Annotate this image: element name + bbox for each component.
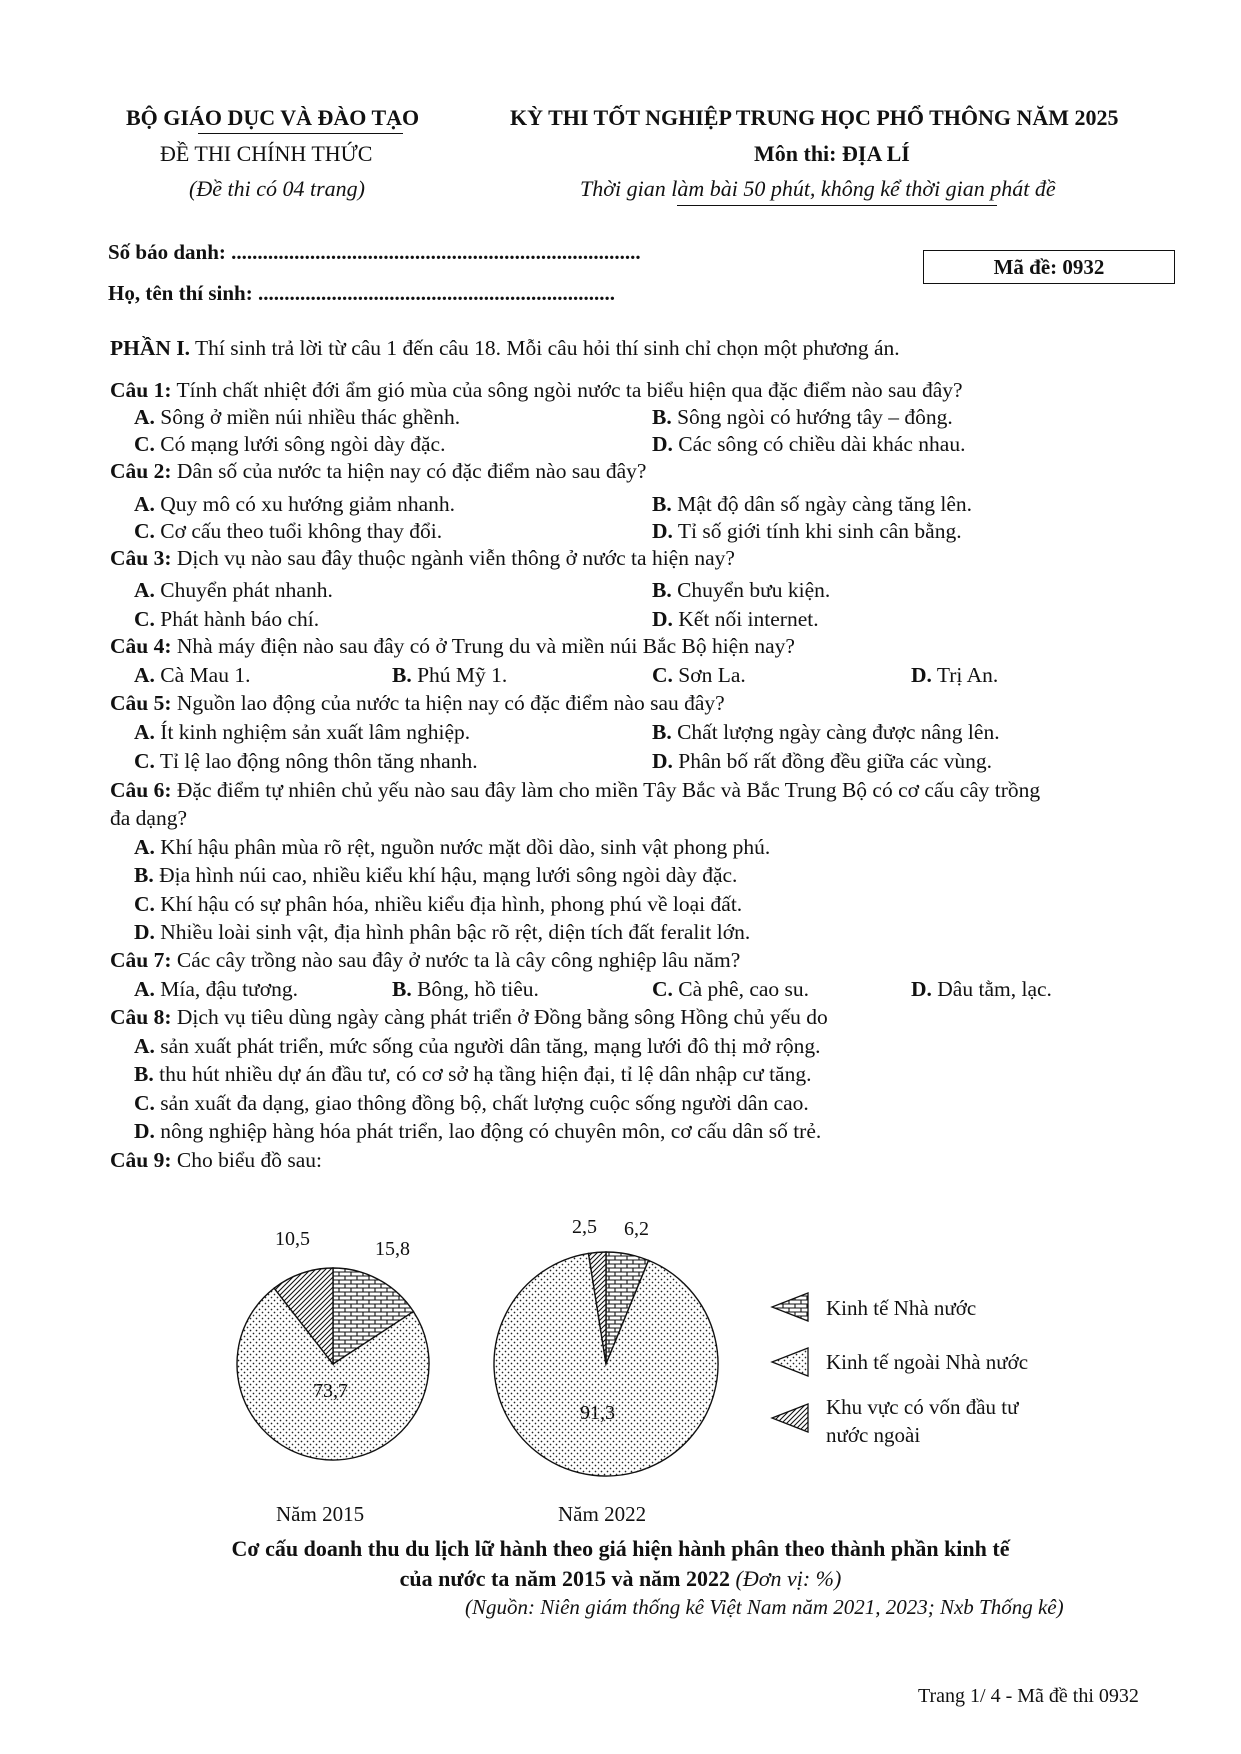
option-text: nông nghiệp hàng hóa phát triển, lao động có chuyên môn, cơ cấu dân số trẻ. (154, 1119, 822, 1143)
chart-title: Cơ cấu doanh thu du lịch lữ hành theo giá hiện hành phân theo thành phần kinh tế (231, 1536, 1010, 1561)
option-letter: B. (134, 863, 154, 887)
option-text: Sông ở miền núi nhiều thác ghềnh. (154, 405, 461, 429)
part1-text: Thí sinh trả lời từ câu 1 đến câu 18. Mỗi câu hỏi thí sinh chỉ chọn một phương án. (190, 336, 900, 360)
legend-item-state: Kinh tế Nhà nước (826, 1296, 977, 1320)
question-label: Câu 7: (110, 948, 172, 972)
option-letter: B. (652, 720, 672, 744)
option-letter: B. (652, 492, 672, 516)
pie-2015-value-label: 15,8 (375, 1238, 410, 1260)
question-label: Câu 6: (110, 778, 172, 802)
option-text: Cà Mau 1. (154, 663, 251, 687)
pie-2022-value-label: 2,5 (572, 1216, 597, 1238)
option-text: Địa hình núi cao, nhiều kiểu khí hậu, mạng lưới sông ngòi dày đặc. (153, 863, 738, 887)
option-letter: A. (134, 578, 155, 602)
option-letter: D. (134, 920, 155, 944)
option-letter: B. (652, 578, 672, 602)
option-letter: D. (652, 749, 673, 773)
option-text: thu hút nhiều dự án đầu tư, có cơ sở hạ tầng hiện đại, tỉ lệ dân nhập cư tăng. (153, 1062, 812, 1086)
option-text: Sông ngòi có hướng tây – đông. (671, 405, 953, 429)
ministry-name: BỘ GIÁO DỤC VÀ ĐÀO TẠO (126, 105, 420, 130)
option-letter: C. (134, 607, 155, 631)
question-text: Cho biểu đồ sau: (171, 1148, 323, 1172)
pie-2015-value-label: 73,7 (313, 1380, 348, 1402)
option-letter: B. (392, 663, 412, 687)
time-note: Thời gian làm bài 50 phút, không kể thời gian phát đề (580, 176, 1056, 201)
option-text: Nhiều loài sinh vật, địa hình phân bậc rõ rệt, diện tích đất feralit lớn. (154, 920, 751, 944)
question-text: Các cây trồng nào sau đây ở nước ta là cây công nghiệp lâu năm? (171, 948, 741, 972)
candidate-id-field: Số báo danh: .............................................................................. (108, 240, 641, 264)
option-letter: A. (134, 720, 155, 744)
option-letter: D. (652, 607, 673, 631)
question-text: Dịch vụ tiêu dùng ngày càng phát triển ở Đồng bằng sông Hồng chủ yếu do (171, 1005, 828, 1029)
option-letter: C. (134, 519, 155, 543)
option-letter: C. (134, 892, 155, 916)
exam-code-box: Mã đề: 0932 (923, 250, 1175, 284)
legend-swatch-state (772, 1293, 808, 1321)
option-text: Trị An. (931, 663, 999, 687)
option-text: Phát hành báo chí. (154, 607, 320, 631)
option-letter: B. (134, 1062, 154, 1086)
option-text: Mía, đậu tương. (154, 977, 298, 1001)
option-text: sản xuất phát triển, mức sống của người dân tăng, mạng lưới đô thị mở rộng. (154, 1034, 821, 1058)
page-footer: Trang 1/ 4 - Mã đề thi 0932 (918, 1685, 1139, 1707)
option-text: Mật độ dân số ngày càng tăng lên. (671, 492, 973, 516)
option-text: Kết nối internet. (672, 607, 819, 631)
option-letter: A. (134, 405, 155, 429)
option-text: Dâu tằm, lạc. (931, 977, 1052, 1001)
option-text: Có mạng lưới sông ngòi dày đặc. (154, 432, 446, 456)
option-letter: C. (134, 749, 155, 773)
question-label: Câu 1: (110, 378, 172, 402)
option-letter: D. (134, 1119, 155, 1143)
question-6-cont: đa dạng? (110, 806, 188, 830)
question-text: Nhà máy điện nào sau đây có ở Trung du và miền núi Bắc Bộ hiện nay? (171, 634, 795, 658)
option-text: Bông, hồ tiêu. (411, 977, 539, 1001)
option-text: Khí hậu phân mùa rõ rệt, nguồn nước mặt dồi dào, sinh vật phong phú. (154, 835, 771, 859)
pie-2015-year-label: Năm 2015 (276, 1502, 365, 1526)
question-label: Câu 2: (110, 459, 172, 483)
option-text: Quy mô có xu hướng giảm nhanh. (154, 492, 456, 516)
exam-type: ĐỀ THI CHÍNH THỨC (160, 141, 373, 166)
option-letter: D. (652, 432, 673, 456)
option-letter: A. (134, 663, 155, 687)
option-letter: A. (134, 835, 155, 859)
option-letter: A. (134, 1034, 155, 1058)
part1-label: PHẦN I. (110, 336, 191, 360)
pages-note: (Đề thi có 04 trang) (189, 176, 365, 201)
option-text: Cà phê, cao su. (672, 977, 810, 1001)
chart-title-line2 (0, 1566, 1241, 1592)
option-text: Ít kinh nghiệm sản xuất lâm nghiệp. (154, 720, 471, 744)
option-letter: D. (652, 519, 673, 543)
option-letter: A. (134, 492, 155, 516)
option-letter: D. (911, 663, 932, 687)
option-text: Sơn La. (672, 663, 746, 687)
option-text: Chuyển phát nhanh. (154, 578, 333, 602)
pie-2022-year-label: Năm 2022 (558, 1502, 647, 1526)
option-letter: A. (134, 977, 155, 1001)
option-letter: C. (134, 1091, 155, 1115)
option-text: Tỉ lệ lao động nông thôn tăng nhanh. (154, 749, 478, 773)
option-text: Cơ cấu theo tuổi không thay đổi. (154, 519, 443, 543)
legend-item-fdi: Khu vực có vốn đầu tư (826, 1395, 1019, 1419)
pie-2015-value-label: 10,5 (275, 1228, 310, 1250)
option-text: Chất lượng ngày càng được nâng lên. (671, 720, 1000, 744)
question-text: Nguồn lao động của nước ta hiện nay có đặc điểm nào sau đây? (171, 691, 725, 715)
option-letter: C. (134, 432, 155, 456)
pie-2022-value-label: 6,2 (624, 1218, 649, 1240)
question-text: Tính chất nhiệt đới ẩm gió mùa của sông ngòi nước ta biểu hiện qua đặc điểm nào sau đây? (171, 378, 963, 402)
option-text: Tỉ số giới tính khi sinh cân bằng. (672, 519, 962, 543)
option-letter: B. (392, 977, 412, 1001)
option-letter: C. (652, 977, 673, 1001)
question-label: Câu 9: (110, 1148, 172, 1172)
chart-source: (Nguồn: Niên giám thống kê Việt Nam năm 2021, 2023; Nxb Thống kê) (465, 1595, 1064, 1619)
question-label: Câu 5: (110, 691, 172, 715)
option-letter: D. (911, 977, 932, 1001)
question-text: Đặc điểm tự nhiên chủ yếu nào sau đây làm cho miền Tây Bắc và Bắc Trung Bộ có cơ cấu cây trồng (171, 778, 1041, 802)
option-text: Chuyển bưu kiện. (671, 578, 831, 602)
option-text: sản xuất đa dạng, giao thông đồng bộ, chất lượng cuộc sống người dân cao. (154, 1091, 809, 1115)
question-label: Câu 8: (110, 1005, 172, 1029)
question-text: Dịch vụ nào sau đây thuộc ngành viễn thông ở nước ta hiện nay? (171, 546, 735, 570)
question-text: Dân số của nước ta hiện nay có đặc điểm nào sau đây? (171, 459, 647, 483)
option-text: Các sông có chiều dài khác nhau. (672, 432, 966, 456)
legend-swatch-fdi (772, 1404, 808, 1432)
option-text: Phú Mỹ 1. (411, 663, 508, 687)
option-letter: C. (652, 663, 673, 687)
question-label: Câu 4: (110, 634, 172, 658)
candidate-name-field: Họ, tên thí sinh: .................................................................... (108, 281, 615, 305)
legend-item-non-state: Kinh tế ngoài Nhà nước (826, 1350, 1029, 1374)
chart-title-text: của nước ta năm 2015 và năm 2022 (399, 1566, 731, 1591)
exam-title: KỲ THI TỐT NGHIỆP TRUNG HỌC PHỔ THÔNG NĂM 2025 (510, 105, 1119, 130)
option-text: Khí hậu có sự phân hóa, nhiều kiểu địa hình, phong phú về loại đất. (154, 892, 743, 916)
option-text: Phân bố rất đồng đều giữa các vùng. (672, 749, 993, 773)
exam-subject: Môn thi: ĐỊA LÍ (754, 141, 910, 166)
chart-unit: (Đơn vị: %) (735, 1566, 842, 1591)
option-letter: B. (652, 405, 672, 429)
legend-swatch-non-state (772, 1348, 808, 1376)
question-label: Câu 3: (110, 546, 172, 570)
legend-item-fdi-cont: nước ngoài (826, 1423, 921, 1447)
pie-2022-value-label: 91,3 (580, 1402, 615, 1424)
